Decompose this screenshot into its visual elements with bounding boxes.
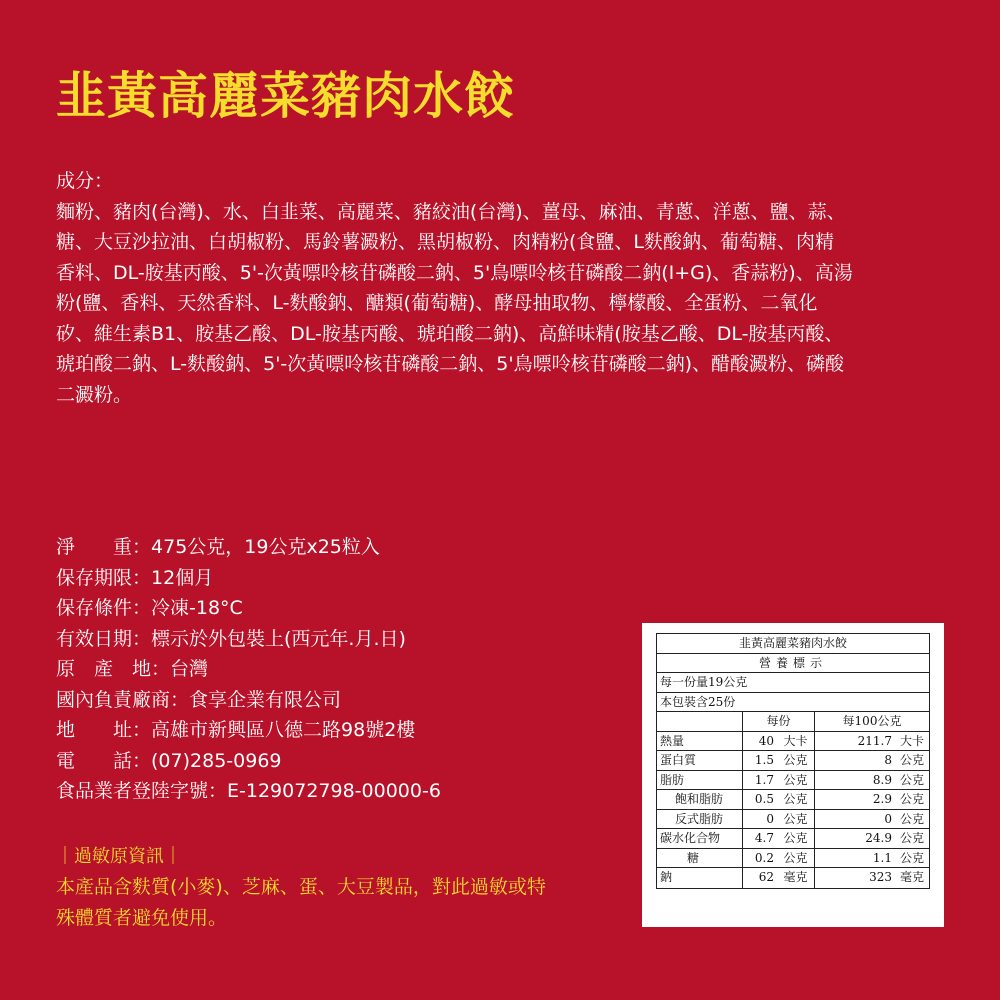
info-shelf-life xyxy=(56,563,441,594)
value-per-100g: 211.7 xyxy=(857,733,892,748)
info-label: 原 產 地： xyxy=(56,658,171,680)
nutrient-name: 飽和脂肪 xyxy=(657,790,743,809)
nutrition-header-row xyxy=(657,712,929,732)
unit-per-100g: 公克 xyxy=(899,753,924,767)
value-per-100g: 8.9 xyxy=(872,772,892,787)
unit-per-100g: 公克 xyxy=(899,850,924,865)
unit-per-serving: 公克 xyxy=(777,790,815,809)
info-expiry xyxy=(56,624,441,655)
info-value: E-129072798-00000-6 xyxy=(227,780,441,802)
info-phone xyxy=(56,746,441,777)
ingredients-line: 二澱粉。 xyxy=(56,383,133,406)
value-per-100g: 0 xyxy=(884,811,892,826)
value-per-100g: 2.9 xyxy=(872,792,892,806)
value-per-100g: 8 xyxy=(884,753,892,767)
nutrition-row xyxy=(657,868,929,888)
unit-per-100g: 公克 xyxy=(899,772,924,787)
nutrient-name: 熱量 xyxy=(657,732,743,751)
nutrition-serving-size: 每一份量19公克 xyxy=(657,673,929,693)
info-label: 電 話： xyxy=(56,749,152,772)
nutrition-header-blank xyxy=(657,712,743,731)
info-value: 冷凍-18°C xyxy=(151,597,243,619)
nutrition-row xyxy=(657,790,929,810)
ingredients-line: 粉(鹽、香料、天然香料、L-麩酸鈉、醣類(葡萄糖)、酵母抽取物、檸檬酸、全蛋粉、二氧化 xyxy=(56,292,818,314)
ingredients-line: 香料、DL-胺基丙酸、5'-次黃嘌呤核苷磷酸二鈉、5'鳥嘌呤核苷磷酸二鈉(I+G)、香蒜粉)、高湯 xyxy=(56,261,853,284)
allergen-title: ｜過敏原資訊｜ xyxy=(56,846,182,867)
info-label: 有效日期： xyxy=(56,627,152,650)
ingredients-line: 琥珀酸二鈉、L-麩酸鈉、5'-次黃嘌呤核苷磷酸二鈉、5'鳥嘌呤核苷磷酸二鈉)、醋酸澱粉、磷酸 xyxy=(56,353,845,375)
value-per-serving: 1.5 xyxy=(754,753,774,767)
info-value: 12個月 xyxy=(151,566,214,589)
nutrient-name: 碳水化合物 xyxy=(657,829,743,848)
unit-per-serving: 公克 xyxy=(777,810,815,829)
nutrition-servings: 本包裝含25份 xyxy=(657,693,929,713)
unit-per-serving: 公克 xyxy=(777,849,815,868)
info-label: 食品業者登陸字號： xyxy=(56,780,228,802)
nutrient-name: 反式脂肪 xyxy=(657,810,743,829)
unit-per-serving: 公克 xyxy=(777,751,815,770)
col-per-serving: 每份 xyxy=(743,712,815,731)
nutrition-heading: 營養標示 xyxy=(657,654,929,674)
allergen-section xyxy=(56,842,616,933)
info-address xyxy=(56,715,441,746)
nutrition-table xyxy=(656,633,930,889)
unit-per-serving: 毫克 xyxy=(777,868,815,888)
info-value: 台灣 xyxy=(170,658,209,680)
unit-per-100g: 公克 xyxy=(899,831,924,845)
ingredients-line: 麵粉、豬肉(台灣)、水、白韭菜、高麗菜、豬絞油(台灣)、薑母、麻油、青蔥、洋蔥、鹽、蒜、 xyxy=(56,200,846,223)
value-per-serving: 0 xyxy=(766,811,774,826)
nutrition-row xyxy=(657,849,929,869)
info-manufacturer xyxy=(56,685,441,716)
value-per-serving: 0.5 xyxy=(754,792,774,806)
value-per-serving: 62 xyxy=(758,870,774,884)
value-per-serving: 4.7 xyxy=(754,831,774,845)
product-info-section xyxy=(56,532,441,807)
info-registration xyxy=(56,776,441,807)
info-value: 食享企業有限公司 xyxy=(189,688,342,711)
info-label: 國內負責廠商： xyxy=(56,688,190,711)
info-label: 保存期限： xyxy=(56,566,152,589)
unit-per-serving: 大卡 xyxy=(777,732,815,751)
col-per-100g: 每100公克 xyxy=(842,714,902,728)
allergen-line: 殊體質者避免使用。 xyxy=(56,906,228,929)
nutrition-row xyxy=(657,810,929,830)
nutrient-name: 蛋白質 xyxy=(657,751,743,770)
value-per-serving: 40 xyxy=(758,733,774,748)
value-per-100g: 1.1 xyxy=(872,850,892,865)
value-per-100g: 24.9 xyxy=(865,831,892,845)
info-label: 淨 重： xyxy=(56,536,152,558)
ingredients-line: 矽、維生素B1、胺基乙酸、DL-胺基丙酸、琥珀酸二鈉)、高鮮味精(胺基乙酸、DL-胺基丙酸、 xyxy=(56,322,844,345)
nutrient-name: 鈉 xyxy=(657,868,743,888)
allergen-line: 本產品含麩質(小麥)、芝麻、蛋、大豆製品，對此過敏或特 xyxy=(56,876,546,898)
info-value: (07)285-0969 xyxy=(151,749,282,772)
ingredients-line: 糖、大豆沙拉油、白胡椒粉、馬鈴薯澱粉、黑胡椒粉、肉精粉(食鹽、L麩酸鈉、葡萄糖、肉精 xyxy=(56,231,835,253)
info-origin xyxy=(56,654,441,685)
info-value: 475公克，19公克x25粒入 xyxy=(151,536,380,558)
info-net-weight xyxy=(56,532,441,563)
nutrient-name: 糖 xyxy=(657,849,743,868)
product-title: 韭黃高麗菜豬肉水餃 xyxy=(56,67,515,125)
info-label: 地 址： xyxy=(56,719,152,741)
unit-per-serving: 公克 xyxy=(777,771,815,790)
nutrition-label xyxy=(642,623,944,927)
nutrition-row xyxy=(657,829,929,849)
nutrition-product-name: 韭黃高麗菜豬肉水餃 xyxy=(657,634,929,654)
ingredients-label: 成分： xyxy=(56,170,114,192)
nutrition-row xyxy=(657,771,929,791)
info-value: 高雄市新興區八德二路98號2樓 xyxy=(151,719,416,741)
nutrition-rows xyxy=(657,732,929,888)
ingredients-section xyxy=(56,166,956,410)
value-per-serving: 0.2 xyxy=(754,850,774,865)
unit-per-100g: 公克 xyxy=(899,792,924,806)
info-value: 標示於外包裝上(西元年.月.日) xyxy=(151,627,406,650)
unit-per-serving: 公克 xyxy=(777,829,815,848)
unit-per-100g: 公克 xyxy=(899,811,924,826)
info-label: 保存條件： xyxy=(56,597,152,619)
nutrition-row xyxy=(657,751,929,771)
unit-per-100g: 毫克 xyxy=(899,870,924,884)
unit-per-100g: 大卡 xyxy=(899,733,924,748)
value-per-serving: 1.7 xyxy=(754,772,774,787)
value-per-100g: 323 xyxy=(869,870,892,884)
info-storage xyxy=(56,593,441,624)
nutrition-row xyxy=(657,732,929,752)
nutrient-name: 脂肪 xyxy=(657,771,743,790)
